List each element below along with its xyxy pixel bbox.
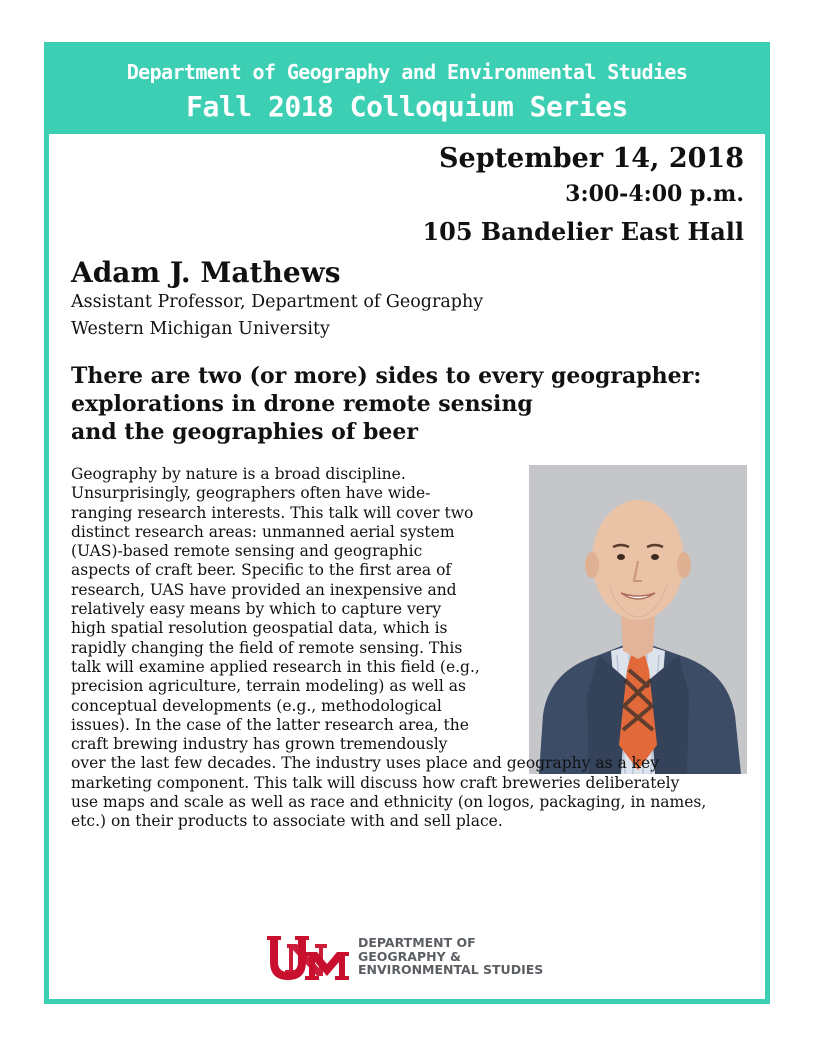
talk-abstract (71, 465, 707, 832)
talk-title-line: explorations in drone remote sensing (71, 391, 533, 417)
abstract-line: high spatial resolution geospatial data, which is (71, 619, 448, 638)
abstract-line: conceptual developments (e.g., methodological (71, 696, 442, 715)
abstract-line: talk will examine applied research in this field (e.g., (71, 657, 480, 676)
logo-text-line: ENVIRONMENTAL STUDIES (358, 962, 544, 977)
speaker-portrait-icon (529, 465, 747, 774)
speaker-institution: Western Michigan University (71, 319, 330, 339)
logo-text-line: DEPARTMENT OF (358, 935, 476, 950)
event-location: 105 Bandelier East Hall (422, 217, 744, 246)
abstract-line: issues). In the case of the latter research area, the (71, 715, 469, 734)
abstract-line: research, UAS have provided an inexpensive and (71, 580, 457, 599)
abstract-line: use maps and scale as well as race and ethnicity (on logos, packaging, in names, (71, 793, 707, 812)
abstract-line: over the last few decades. The industry uses place and geography as a key (71, 754, 659, 773)
abstract-line: etc.) on their products to associate with and sell place. (71, 812, 503, 831)
speaker-position: Assistant Professor, Department of Geography (71, 292, 484, 312)
unm-logo-icon (261, 932, 351, 984)
abstract-line: (UAS)-based remote sensing and geographic (71, 542, 423, 561)
talk-title (71, 362, 771, 446)
abstract-line: craft brewing industry has grown tremendously (71, 735, 448, 754)
abstract-line: aspects of craft beer. Specific to the first area of (71, 561, 452, 580)
talk-title-line: and the geographies of beer (71, 419, 418, 445)
abstract-line: precision agriculture, terrain modeling) as well as (71, 677, 466, 696)
logo-text-line: GEOGRAPHY & (358, 948, 461, 964)
abstract-line: Unsurprisingly, geographers often have wide- (71, 484, 431, 503)
flyer-frame (44, 42, 770, 1004)
abstract-line: distinct research areas: unmanned aerial system (71, 522, 455, 541)
abstract-line: relatively easy means by which to capture very (71, 600, 442, 619)
department-logo (261, 932, 561, 984)
speaker-photo (529, 465, 747, 774)
speaker-name: Adam J. Mathews (71, 256, 341, 289)
header-banner (49, 47, 765, 134)
abstract-line: marketing component. This talk will discuss how craft breweries deliberately (71, 773, 680, 792)
abstract-line: ranging research interests. This talk will cover two (71, 503, 474, 522)
series-title: Fall 2018 Colloquium Series (186, 90, 628, 123)
department-name: Department of Geography and Environmental Studies (126, 60, 688, 84)
logo-text (358, 936, 543, 977)
event-date: September 14, 2018 (439, 143, 744, 174)
event-time: 3:00-4:00 p.m. (565, 181, 744, 207)
abstract-line: Geography by nature is a broad discipline. (71, 465, 406, 483)
talk-title-line: There are two (or more) sides to every geographer: (71, 363, 702, 389)
abstract-line: rapidly changing the field of remote sensing. This (71, 638, 463, 657)
